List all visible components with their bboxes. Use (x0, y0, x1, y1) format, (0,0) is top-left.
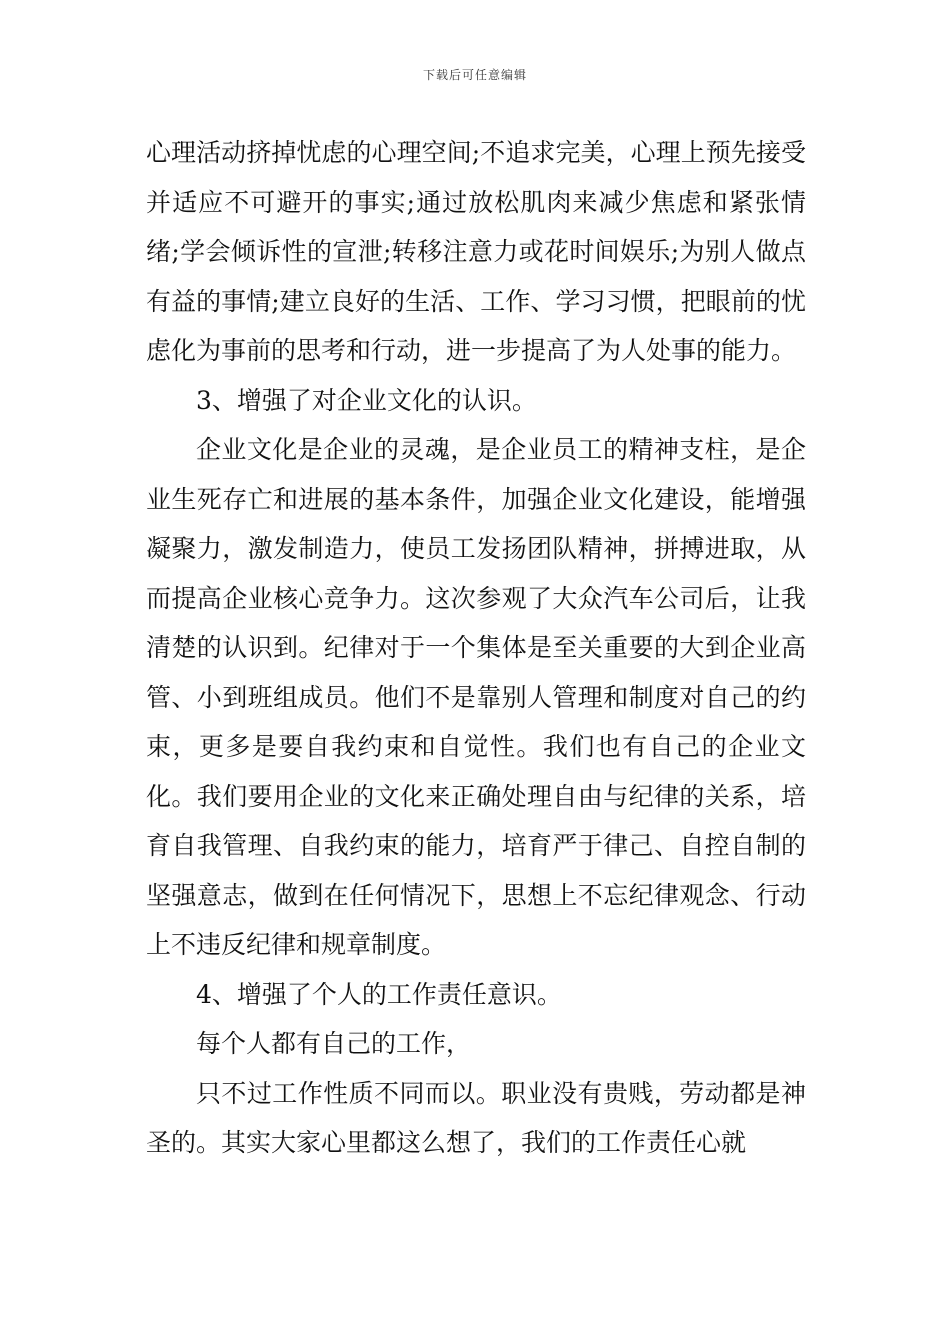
paragraph-1: 心理活动挤掉忧虑的心理空间;不追求完美，心理上预先接受并适应不可避开的事实;通过放松肌肉来减少焦虑和紧张情绪;学会倾诉性的宣泄;转移注意力或花时间娱乐;为别人做点有益的事情;建立良好的生活、工作、学习习惯，把眼前的忧虑化为事前的思考和行动，进一步提高了为人处事的能力。 (146, 138, 806, 365)
paragraph-6: 只不过工作性质不同而以。职业没有贵贱，劳动都是神圣的。其实大家心里都这么想了，我们的工作责任心就 (146, 1078, 806, 1157)
paragraph-3: 企业文化是企业的灵魂，是企业员工的精神支柱，是企业生死存亡和进展的基本条件，加强企业文化建设，能增强凝聚力，激发制造力，使员工发扬团队精神，拼搏进取，从而提高企业核心竞争力。这次参观了大众汽车公司后，让我清楚的认识到。纪律对于一个集体是至关重要的大到企业高管、小到班组成员。他们不是靠别人管理和制度对自己的约束，更多是要自我约束和自觉性。我们也有自己的企业文化。我们要用企业的文化来正确处理自由与纪律的关系，培育自我管理、自我约束的能力，培育严于律己、自控自制的坚强意志，做到在任何情况下，思想上不忘纪律观念、行动上不违反纪律和规章制度。 (146, 435, 806, 959)
paragraph-2-heading: 3、增强了对企业文化的认识。 (196, 385, 537, 415)
document-body (146, 128, 806, 1168)
page-header: 下载后可任意编辑 (422, 68, 527, 82)
paragraph-4-heading: 4、增强了个人的工作责任意识。 (196, 979, 562, 1009)
paragraph-5: 每个人都有自己的工作， (196, 1029, 472, 1058)
